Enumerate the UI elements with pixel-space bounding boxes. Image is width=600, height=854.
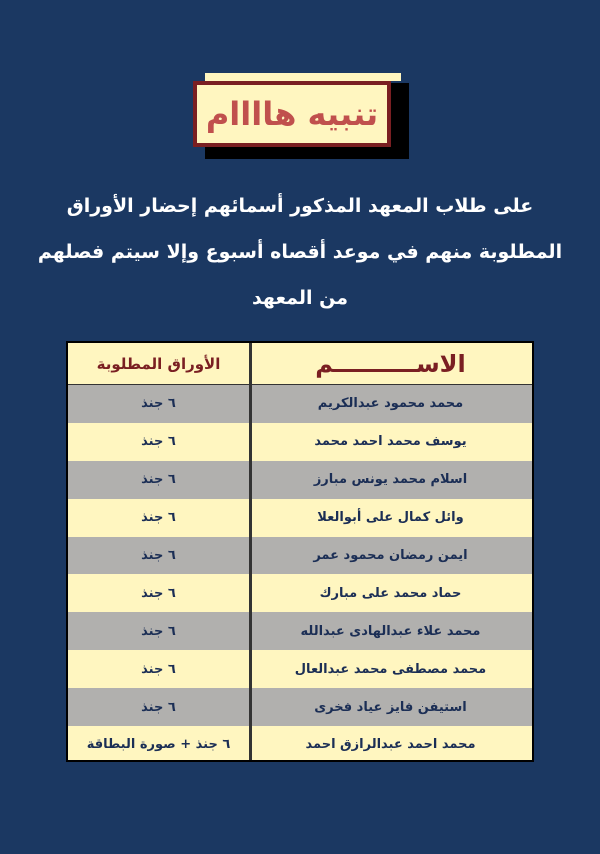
required-papers: ٦ جنذ + صورة البطاقة (86, 737, 231, 753)
student-name: اسلام محمد يونس مبارز (313, 472, 468, 488)
required-papers: ٦ جنذ (141, 510, 176, 526)
title-box (193, 81, 391, 147)
required-papers: ٦ جنذ (141, 472, 176, 488)
table-row (68, 726, 532, 764)
student-name: يوسف محمد احمد محمد (314, 434, 467, 450)
column-divider (249, 343, 252, 760)
table-row (68, 688, 532, 726)
header-papers: الأوراق المطلوبة (96, 354, 221, 373)
student-name: استيفن فايز عياد فخرى (314, 699, 467, 715)
table-header (68, 343, 532, 385)
student-name: محمد احمد عبدالرازق احمد (305, 737, 476, 753)
student-name: حماد محمد على مبارك (319, 585, 462, 601)
notice-paragraph (20, 183, 580, 321)
required-papers: ٦ جنذ (141, 585, 176, 601)
table-row (68, 385, 532, 423)
title-top-strip (205, 73, 401, 81)
required-papers: ٦ جنذ (141, 661, 176, 677)
student-name: محمد محمود عبدالكريم (317, 396, 464, 412)
notice-line: من المعهد (251, 287, 349, 309)
table-row (68, 537, 532, 575)
table-row (68, 574, 532, 612)
notice-line: المطلوبة منهم في موعد أقصاه أسبوع وإلا سيتم فصلهم (37, 241, 563, 263)
required-papers: ٦ جنذ (141, 623, 176, 639)
table-row (68, 650, 532, 688)
required-papers: ٦ جنذ (141, 396, 176, 412)
required-papers: ٦ جنذ (141, 548, 176, 563)
page-title: تنبيه هاااام (205, 95, 379, 133)
table-row (68, 461, 532, 499)
title-banner (193, 73, 411, 165)
required-papers: ٦ جنذ (141, 434, 176, 450)
header-name: الاســــــــــم (315, 349, 466, 378)
student-name: ايمن رمضان محمود عمر (313, 548, 468, 563)
table-row (68, 499, 532, 537)
table-row (68, 612, 532, 650)
table-body (68, 385, 532, 764)
student-name: وائل كمال على أبوالعلا (317, 510, 464, 526)
students-table (66, 341, 534, 762)
notice-line: على طلاب المعهد المذكور أسمائهم إحضار الأوراق (66, 195, 534, 217)
required-papers: ٦ جنذ (141, 699, 176, 715)
student-name: محمد علاء عبدالهادى عبدالله (300, 623, 481, 639)
table-row (68, 423, 532, 461)
student-name: محمد مصطفى محمد عبدالعال (294, 661, 487, 677)
